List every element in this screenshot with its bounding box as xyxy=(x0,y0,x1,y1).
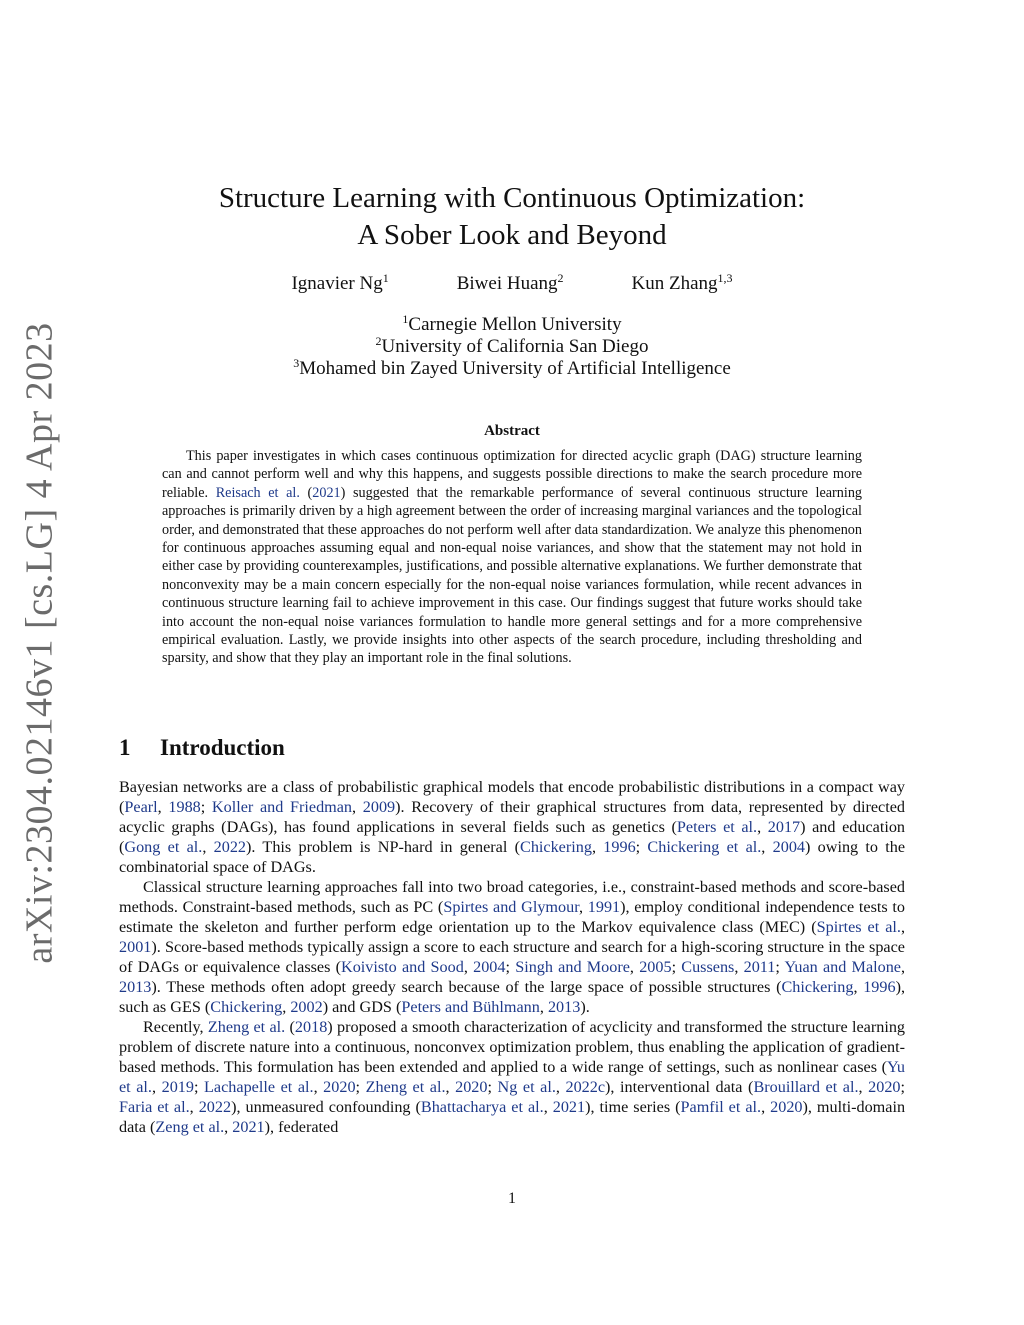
citation-link[interactable]: 2022 xyxy=(198,1098,232,1116)
citation-link[interactable]: 1991 xyxy=(587,898,621,916)
citation-link[interactable]: Brouillard et al. xyxy=(753,1078,859,1096)
citation-link[interactable]: Spirtes and Glymour xyxy=(443,898,579,916)
citation-link[interactable]: 2020 xyxy=(455,1078,488,1096)
citation-link[interactable]: Koller and Friedman xyxy=(211,798,353,816)
citation-link[interactable]: Zheng et al. xyxy=(365,1078,446,1096)
citation-link[interactable]: Chickering xyxy=(210,998,283,1016)
citation-link[interactable]: Ng et al. xyxy=(497,1078,556,1096)
author-3: Kun Zhang$^{1,3}$ xyxy=(631,271,733,294)
citation-link[interactable]: Peters et al. xyxy=(676,818,758,836)
citation-link[interactable]: 2013 xyxy=(119,978,152,996)
citation-link[interactable]: Peters and Bühlmann xyxy=(401,998,540,1016)
citation-link[interactable]: Bhattacharya et al. xyxy=(420,1098,544,1116)
affiliation-1: $^1$Carnegie Mellon University xyxy=(402,312,622,335)
citation-link[interactable]: Cussens xyxy=(681,958,735,976)
citation-link[interactable]: 2002 xyxy=(290,998,323,1016)
citation-link[interactable]: 2005 xyxy=(639,958,672,976)
citation-link[interactable]: 2004 xyxy=(772,838,805,856)
citation-link[interactable]: Spirtes et al. xyxy=(816,918,901,936)
section-number: 1 xyxy=(119,735,131,760)
citation-link[interactable]: 2001 xyxy=(119,938,152,956)
citation-link[interactable]: Chickering xyxy=(781,978,854,996)
abstract-heading: Abstract xyxy=(484,423,540,439)
paragraph-1: Bayesian networks are a class of probabilistic graphical models that encode probabilistic distributions in a compact way (Pearl, 1988; Koller and Friedman, 2009). Recovery of their graphical structures from data, represented by directed acyclic graphs (DAGs), has found applications in several fields such as genetics (Peters et al., 2017) and education (Gong et al., 2022). This problem is NP-hard in general (Chickering, 1996; Chickering et al., 2004) owing to the combinatorial space of DAGs. xyxy=(119,778,906,876)
citation-link[interactable]: Zheng et al. xyxy=(207,1018,286,1036)
citation-link[interactable]: 2021 xyxy=(552,1098,586,1116)
citation-link[interactable]: 1988 xyxy=(168,798,201,816)
affiliation-3: $^3$Mohamed bin Zayed University of Artificial Intelligence xyxy=(293,356,731,379)
affiliation-2: $^2$University of California San Diego xyxy=(375,334,649,357)
citation-link[interactable]: 2018 xyxy=(294,1018,328,1036)
citation-link[interactable]: 2022c xyxy=(565,1078,606,1096)
citation-link[interactable]: Yu et al. xyxy=(119,1058,905,1096)
body-text xyxy=(119,777,905,1137)
title-line-1: Structure Learning with Continuous Optimization: xyxy=(218,182,806,214)
author-list xyxy=(0,273,1024,295)
citation-link[interactable]: Zeng et al. xyxy=(155,1118,225,1136)
citation-link[interactable]: 2009 xyxy=(362,798,396,816)
arxiv-identifier xyxy=(8,322,72,964)
page-number: 1 xyxy=(508,1190,516,1207)
paragraph-3: Recently, Zheng et al. (2018) proposed a smooth characterization of acyclicity and transformed the structure learning problem of discrete nature into a continuous, nonconvex optimization problem, thus enabling the application of gradient-based methods. This formulation has been extended and applied to a wide range of settings, such as nonlinear cases (Yu et al., 2019; Lachapelle et al., 2020; Zheng et al., 2020; Ng et al., 2022c), interventional data (Brouillard et al., 2020; Faria et al., 2022), unmeasured confounding (Bhattacharya et al., 2021), time series (Pamfil et al., 2020), multi-domain data (Zeng et al., 2021), federated xyxy=(119,1018,906,1136)
arxiv-identifier-text: arXiv:2304.02146v1 [cs.LG] 4 Apr 2023 xyxy=(19,322,62,964)
citation-link[interactable]: Singh and Moore xyxy=(515,958,630,976)
citation-link[interactable]: Lachapelle et al. xyxy=(204,1078,314,1096)
citation-link[interactable]: 2020 xyxy=(868,1078,901,1096)
affiliations xyxy=(0,314,1024,380)
citation-link[interactable]: Reisach et al. xyxy=(215,484,300,501)
citation-link[interactable]: 2017 xyxy=(767,818,801,836)
citation-link[interactable]: Chickering et al. xyxy=(647,838,762,856)
abstract-text: This paper investigates in which cases continuous optimization for directed acyclic graph (DAG) structure learning can and cannot perform well and why this happens, and suggests possible directions to make the search procedure more reliable. Reisach et al. (2021) suggested that the remarkable performance of several continuous structure learning approaches is primarily driven by a high agreement between the order of increasing marginal variances and the topological order, and demonstrated that these approaches do not perform well after data standardization. We analyze this phenomenon for continuous approaches assuming equal and non-equal noise variances, and show that the statement may not hold in either case by providing counterexamples, justifications, and possible alternative explanations. We further demonstrate that nonconvexity may be a main concern especially for the non-equal noise variances formulation, while recent advances in continuous structure learning fail to achieve improvement in this case. Our findings suggest that future works should take into account the non-equal noise variances formulation to handle more general settings and for a more comprehensive empirical evaluation. Lastly, we provide insights into other aspects of the search procedure, including thresholding and sparsity, and show that they play an important role in the final solutions. xyxy=(162,448,863,667)
citation-link[interactable]: 1996 xyxy=(863,978,896,996)
citation-link[interactable]: Pearl xyxy=(124,798,158,816)
citation-link[interactable]: 2021 xyxy=(312,484,341,501)
citation-link[interactable]: 2020 xyxy=(323,1078,356,1096)
section-title: Introduction xyxy=(160,735,285,760)
title-line-2: A Sober Look and Beyond xyxy=(357,219,667,251)
citation-link[interactable]: 2004 xyxy=(473,958,506,976)
author-2: Biwei Huang$^2$ xyxy=(456,271,564,294)
citation-link[interactable]: 2019 xyxy=(161,1078,194,1096)
section-heading xyxy=(119,735,285,761)
citation-link[interactable]: Koivisto and Sood xyxy=(341,958,464,976)
citation-link[interactable]: 1996 xyxy=(603,838,636,856)
citation-link[interactable]: 2013 xyxy=(547,998,581,1016)
citation-link[interactable]: 2021 xyxy=(232,1118,265,1136)
author-1: Ignavier Ng$^1$ xyxy=(291,271,389,294)
paragraph-2: Classical structure learning approaches fall into two broad categories, i.e., constraint-based methods and score-based methods. Constraint-based methods, such as PC (Spirtes and Glymour, 1991), employ conditional independence tests to estimate the skeleton and further perform edge orientation up to the Markov equivalence class (MEC) (Spirtes et al., 2001). Score-based methods typically assign a score to each structure and search for a high-scoring structure in the space of DAGs or equivalence classes (Koivisto and Sood, 2004; Singh and Moore, 2005; Cussens, 2011; Yuan and Malone, 2013). These methods often adopt greedy search because of the large space of possible structures (Chickering, 1996), such as GES (Chickering, 2002) and GDS (Peters and Bühlmann, 2013). xyxy=(119,878,906,1016)
citation-link[interactable]: Gong et al. xyxy=(124,838,203,856)
citation-link[interactable]: Yuan and Malone xyxy=(784,958,901,976)
citation-link[interactable]: Chickering xyxy=(520,838,592,856)
citation-link[interactable]: 2020 xyxy=(770,1098,803,1116)
citation-link[interactable]: Pamfil et al. xyxy=(680,1098,762,1116)
citation-link[interactable]: 2011 xyxy=(743,958,776,976)
citation-link[interactable]: 2022 xyxy=(213,838,247,856)
citation-link[interactable]: Faria et al. xyxy=(119,1098,190,1116)
paper-title xyxy=(0,180,1024,254)
